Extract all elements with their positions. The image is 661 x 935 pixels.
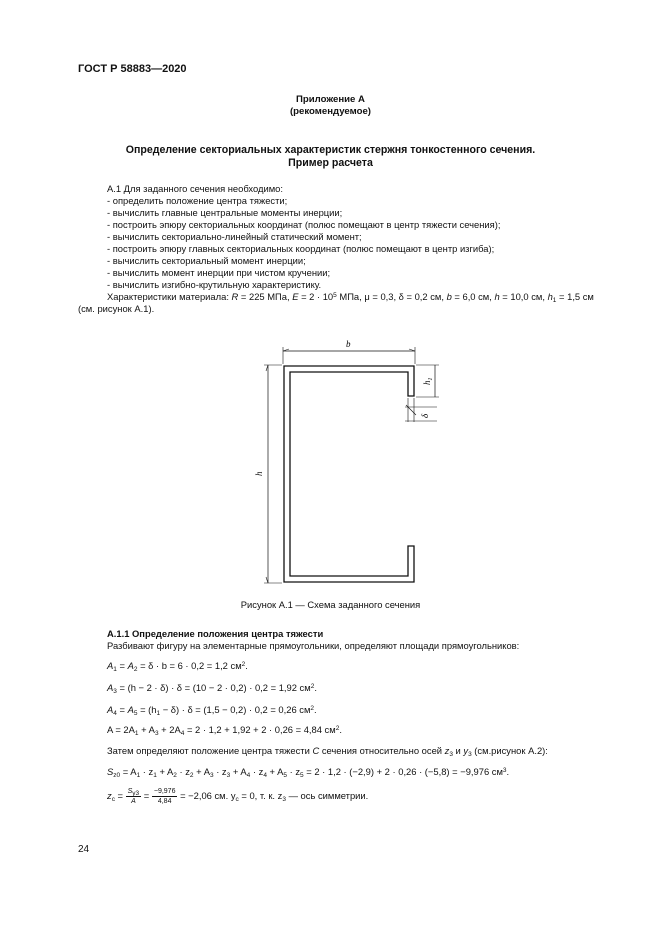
task-item: - вычислить момент инерции при чистом кручении; [107, 267, 331, 278]
fraction-sy3-over-a: $\frac{S_{y3}}{A}$ [127, 788, 140, 805]
equation-static-moment: $S_{z0} = A_1 \cdot z_1 + A_2 \cdot z_2 + A_3 \cdot z_3 + A_4 \cdot z_4 + A_5 \cdot z_5 = 2 \cdot 1,2 \cdot (-2,9) + 2 \cdot 0,26 \cdot (-5,8) = -9,976$ $см^3$. [107, 766, 510, 779]
equation-area-a4-a5: $A_4 = A_5 = (h_1 - \delta) \cdot \delta = (1,5 - 0,2) \cdot 0,2 = 0,26$ $см^2$. [107, 704, 317, 717]
section-title-line2: Пример расчета [288, 157, 373, 169]
task-intro: А.1 Для заданного сечения необходимо: [107, 183, 283, 194]
task-item: - вычислить секториальный момент инерции; [107, 255, 306, 266]
subsection-intro: Разбивают фигуру на элементарные прямоугольники, определяют площади прямоугольников: [107, 640, 520, 651]
dim-h1-label: $h_1$ [422, 377, 434, 385]
document-code: ГОСТ Р 58883—2020 [78, 63, 187, 75]
section-title-line1: Определение секториальных характеристик стержня тонкостенного сечения. [125, 144, 536, 156]
subsection-heading: А.1.1 Определение положения центра тяжести [107, 628, 324, 639]
fraction-numeric: $\frac{-9,976}{4,84}$ [153, 788, 176, 805]
task-item: - вычислить секториально-линейный статический момент; [107, 231, 362, 242]
appendix-subtitle: (рекомендуемое) [289, 106, 371, 117]
c-section-outer [284, 366, 414, 582]
task-item: - построить эпюру секториальных координат (полюс помещают в центр тяжести сечения); [107, 219, 501, 230]
equation-area-a1-a2: $A_1 = A_2 = \delta \cdot b = 6 \cdot 0,2 = 1,2$ $см^2$. [107, 660, 248, 673]
task-item: - определить положение центра тяжести; [107, 195, 288, 206]
centroid-intro: Затем определяют положение центра тяжести C сечения относительно осей $z_3$ и $y_3$ (см.рисунок А.2): [107, 745, 548, 758]
task-item: - вычислить главные центральные моменты инерции; [107, 207, 343, 218]
task-item: - вычислить изгибно-крутильную характеристику. [107, 279, 322, 290]
dim-h-label: h [254, 471, 264, 476]
figure-caption: Рисунок А.1 — Схема заданного сечения [240, 599, 421, 610]
equation-total-area: $A = 2A_1 + A_3 + 2A_4 = 2 \cdot 1,2 + 1,92 + 2 \cdot 0,26 = 4,84$ $см^2$. [107, 724, 342, 737]
equation-area-a3: $A_3 = (h - 2 \cdot \delta) \cdot \delta = (10 - 2 \cdot 0,2) \cdot 0,2 = 1,92$ $см^2$. [107, 682, 317, 695]
dim-b-label: b [346, 339, 351, 349]
material-properties: Характеристики материала: R = 225 МПа, $E = 2 \cdot 10^5$ МПа, μ = 0,3, δ = 0,2 см, b = 6,0 см, h = 10,0 см, $h_1 = 1,5$ см [107, 291, 594, 304]
equation-centroid-coordinate: $z_c$ = $\frac{S_{y3}}{A}$ = $\frac{-9,976}{4,84}$ = −2,06 см. $y_c = 0$, т. к. $z_3$ — ось симметрии. [107, 788, 369, 805]
page-number: 24 [78, 844, 90, 855]
material-continuation: (см. рисунок А.1). [78, 303, 155, 314]
appendix-title: Приложение А [296, 94, 365, 105]
task-item: - построить эпюру главных секториальных координат (полюс помещают в центр изгиба); [107, 243, 495, 254]
dim-delta-label: δ [420, 413, 430, 418]
